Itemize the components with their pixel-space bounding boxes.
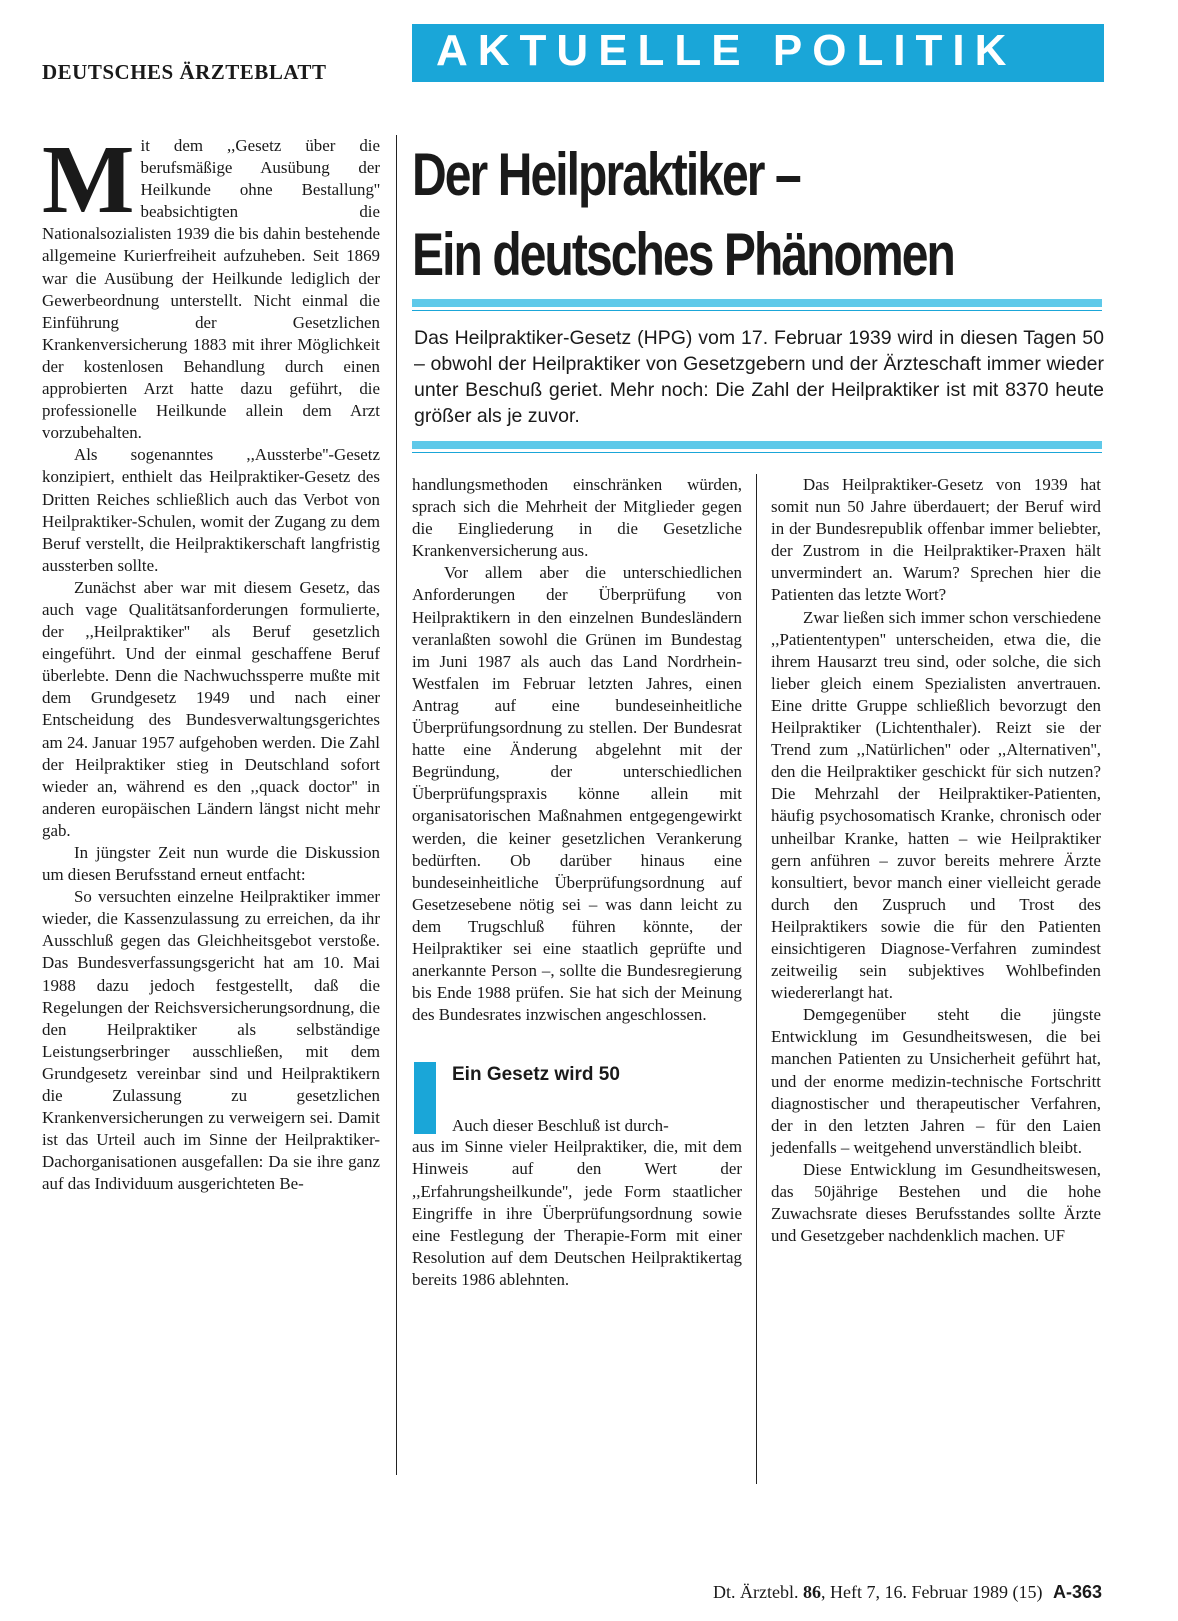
text-column-3 xyxy=(771,474,1101,1247)
article-title-line1: Der Heilpraktiker – xyxy=(412,141,800,208)
footer-volume: 86 xyxy=(803,1582,822,1602)
text-column-1 xyxy=(42,126,380,1196)
footer-issue: , Heft 7, 16. Februar 1989 (15) xyxy=(821,1582,1043,1602)
text-column-2 xyxy=(412,474,742,1291)
column-divider xyxy=(396,135,397,1475)
lead-rule-top-thin xyxy=(412,310,1102,311)
paragraph: Vor allem aber die unterschiedlichen Anforderungen der Überprüfung von Heilpraktikern in den einzelnen Bundesländern veranlaßten sowohl die Grünen im Bundestag im Juni 1987 als auch das Land Nordrhein-Westfalen im Februar letzten Jahres, einen Antrag auf eine bundeseinheitliche Überprüfungsordnung zu stellen. Der Bundesrat hatte eine Änderung abgelehnt mit der Begründung, der unterschiedlichen Überprüfungspraxis könne allein mit organisatorischen Maßnahmen entgegengewirkt werden, die keiner gesetzlichen Verankerung bedürften. Ob darüber hinaus eine bundeseinheitliche Überprüfungsordnung auf Gesetzesebene nötig sei – was dann leicht zu dem Trugschluß führen könnte, der Heilpraktiker sei eine staatlich geprüfte und anerkannte Person –, sollte die Bundesregierung bis Ende 1988 prüfen. Sie hat sich der Meinung des Bundesrates inzwischen angeschlossen. xyxy=(412,563,742,1025)
subhead: Ein Gesetz wird 50 xyxy=(452,1064,620,1086)
paragraph: Demgegenüber steht die jüngste Entwicklung im Gesundheitswesen, die bei manchen Patienten zu Unsicherheit geführt hat, und der enorme medizin-technische Fortschritt diagnostischer und therapeutischer Verfahren, der in den letzten Jahren – für den Laien jedenfalls – weitgehend unverständlich bleibt. xyxy=(771,1005,1101,1157)
subhead-accent-bar xyxy=(414,1062,436,1134)
paragraph: Das Heilpraktiker-Gesetz von 1939 hat somit nun 50 Jahre überdauert; der Beruf wird in der Bundesrepublik offenbar immer beliebter, der Zustrom in die Heilpraktiker-Praxen hält unvermindert an. Warum? Sprechen hier die Patienten das letzte Wort? xyxy=(771,475,1101,605)
paragraph: Als sogenanntes ,,Aussterbe''-Gesetz konzipiert, enthielt das Heilpraktiker-Gesetz des Dritten Reiches schließlich auch das Verbot von Heilpraktiker-Schulen, womit der Zugang zu dem Beruf verstellt, die Heilpraktikerschaft langfristig aussterben sollte. xyxy=(42,445,380,575)
section-banner xyxy=(412,24,1104,82)
article-lead: Das Heilpraktiker-Gesetz (HPG) vom 17. Februar 1939 wird in diesen Tagen 50 – obwohl der Heilpraktiker von Gesetzgebern und der Ärzteschaft immer wieder unter Beschuß geriet. Mehr noch: Die Zahl der Heilpraktiker ist mit 8370 heute größer als je zuvor. xyxy=(414,327,1104,427)
column-divider xyxy=(756,474,757,1484)
paragraph: aus im Sinne vieler Heilpraktiker, die, mit dem Hinweis auf den Wert der ,,Erfahrungsheilkunde'', jede Form staatlicher Eingriffe in ihre Überprüfungsordnung sowie eine Festlegung der Therapie-Form mit einer Resolution auf dem Deutschen Heilpraktikertag bereits 1986 ablehnten. xyxy=(412,1137,742,1289)
subhead-first-line: Auch dieser Beschluß ist durch- xyxy=(452,1116,669,1136)
paragraph: In jüngster Zeit nun wurde die Diskussion um diesen Berufsstand erneut entfacht: xyxy=(42,843,380,885)
paragraph: Diese Entwicklung im Gesundheitswesen, das 50jährige Bestehen und die hohe Zuwachsrate dieses Berufsstandes sollte Ärzte und Gesetzgeber nachdenklich machen. UF xyxy=(771,1159,1101,1246)
footer-citation: Dt. Ärztebl. xyxy=(713,1582,799,1602)
journal-name: DEUTSCHES ÄRZTEBLATT xyxy=(42,60,327,84)
lead-rule-top xyxy=(412,299,1102,307)
paragraph: handlungsmethoden einschränken würden, sprach sich die Mehrheit der Mitglieder gegen die Eingliederung in die Gesetzliche Krankenversicherung aus. xyxy=(412,475,742,561)
section-title: AKTUELLE POLITIK xyxy=(436,26,1017,75)
lead-rule-bottom-thin xyxy=(412,452,1102,453)
page-footer xyxy=(713,1582,1102,1603)
subhead-block xyxy=(412,1060,742,1136)
article-title xyxy=(412,135,972,295)
drop-cap: M xyxy=(42,126,135,234)
paragraph-text: it dem ,,Gesetz über die berufsmäßige Ausübung der Heilkunde ohne Bestallung'' beabsichtigten die Nationalsozialisten 1939 die bis dahin bestehende allgemeine Kurierfreiheit aufzuheben. Seit 1869 war die Ausübung der Heilkunde lediglich der Gewerbeordnung unterstellt. Nicht einmal die Einführung der Gesetzlichen Krankenversicherung 1883 mit ihrer Möglichkeit der kostenlosen Behandlung durch einen approbierten Arzt hatte dazu geführt, die professionelle Heilkunde allein dem Arzt vorzubehalten. xyxy=(42,136,380,443)
lead-rule-bottom xyxy=(412,441,1102,449)
footer-page-number: A-363 xyxy=(1052,1582,1102,1602)
paragraph: Zwar ließen sich immer schon verschiedene ,,Patiententypen'' unterscheiden, etwa die, die ihrem Hausarzt treu sind, oder solche, die sich lieber gleich einem Spezialisten anvertrauen. Eine dritte Gruppe schließlich bevorzugt den Heilpraktiker (Lichtenthaler). Reizt sie der Trend zum ,,Natürlichen'' oder ,,Alternativen'', den die Heilpraktiker geschickt für sich nutzen? Die Mehrzahl der Heilpraktiker-Patienten, häufig psychosomatisch Kranke, chronisch oder unheilbar Kranke, hatten – wie Heilpraktiker gern anführen – zuvor bereits mehrere Ärzte konsultiert, bevor manch einer vielleicht gerade durch den Zuspruch und Trost des Heilpraktikers sowie die für den Patienten einsichtigeren Diagnose-Verfahren zumindest zeitweilig sein subjektives Wohlbefinden wiedererlangt hat. xyxy=(771,607,1101,1003)
paragraph xyxy=(42,126,380,444)
article-title-line2: Ein deutsches Phänomen xyxy=(412,221,954,288)
paragraph: Zunächst aber war mit diesem Gesetz, das auch vage Qualitätsanforderungen formulierte, der ,,Heilpraktiker'' als Beruf gesetzlich eingeführt. Und der einmal geschaffene Beruf überlebte. Denn die Nachwuchssperre mußte mit dem Grundgesetz 1949 und nach einer Entscheidung des Bundesverwaltungsgerichtes am 24. Januar 1957 aufgehoben werden. Die Zahl der Heilpraktiker stieg in Deutschland sofort wieder an, während es den ,,quack doctor'' in anderen europäischen Ländern längst nicht mehr gab. xyxy=(42,577,380,840)
paragraph: So versuchten einzelne Heilpraktiker immer wieder, die Kassenzulassung zu erreichen, da ihr Ausschluß gegen das Gleichheitsgebot verstoße. Das Bundesverfassungsgericht hat am 10. Mai 1988 dazu jedoch festgestellt, daß die Regelungen der Reichsversicherungsordnung, die den Heilpraktiker als selbständige Leistungserbringer ausschließen, mit dem Grundgesetz vereinbar sind und Heilpraktikern die Zulassung zu gesetzlichen Krankenversicherungen zu verweigern sei. Damit ist das Urteil auch im Sinne der Heilpraktiker-Dachorganisationen ausgefallen: Da sie ihre ganz auf das Individuum ausgerichteten Be- xyxy=(42,887,380,1194)
